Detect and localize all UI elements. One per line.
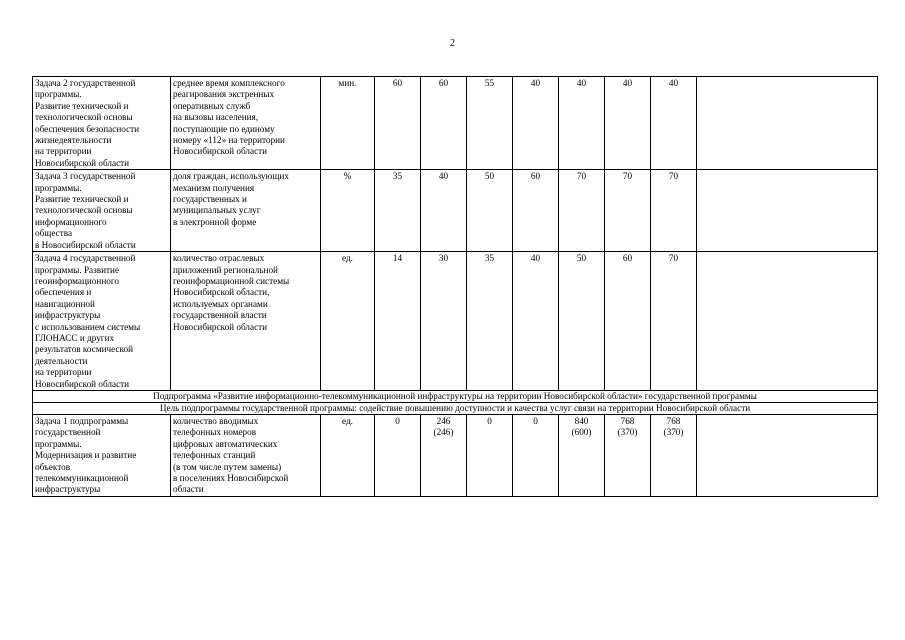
value-cell: 70 — [651, 252, 697, 391]
value-cell: 35 — [467, 252, 513, 391]
indicator-cell: количество отраслевых приложений региональной геоинформационной системы Новосибирской области, используемых органами государственной власти Новосибирской области — [171, 252, 321, 391]
value-cell: 50 — [467, 170, 513, 252]
value-cell: 60 — [513, 170, 559, 252]
value-cell: 60 — [421, 77, 467, 170]
table-row — [33, 414, 878, 496]
indicator-cell: среднее время комплексного реагирования экстренных оперативных служб на вызовы населения, поступающие по единому номеру «112» на территории Новосибирской области — [171, 77, 321, 170]
value-cell: 30 — [421, 252, 467, 391]
value-cell: 40 — [651, 77, 697, 170]
value-cell: 40 — [513, 77, 559, 170]
task-cell: Задача 1 подпрограммы государственной программы. Модернизация и развитие объектов телекоммуникационной инфраструктуры — [33, 414, 171, 496]
value-cell: 70 — [651, 170, 697, 252]
indicators-table — [32, 76, 878, 497]
value-cell: 50 — [559, 252, 605, 391]
note-cell — [697, 170, 878, 252]
value-cell: 40 — [421, 170, 467, 252]
value-cell: 0 — [467, 414, 513, 496]
task-cell: Задача 2 государственной программы. Развитие технической и технологической основы обеспечения безопасности жизнедеятельности на территории Новосибирской области — [33, 77, 171, 170]
value-cell: 60 — [375, 77, 421, 170]
value-cell: 0 — [513, 414, 559, 496]
value-cell: 0 — [375, 414, 421, 496]
value-cell: 40 — [559, 77, 605, 170]
task-cell: Задача 3 государственной программы. Развитие технической и технологической основы информационного общества в Новосибирской области — [33, 170, 171, 252]
page-number: 2 — [450, 38, 455, 49]
table-row — [33, 77, 878, 170]
value-cell: 70 — [559, 170, 605, 252]
value-cell: 55 — [467, 77, 513, 170]
value-cell: 40 — [605, 77, 651, 170]
value-cell: 14 — [375, 252, 421, 391]
subprogram-title: Подпрограмма «Развитие информационно-телекоммуникационной инфраструктуры на территории Новосибирской области» государственной программы — [33, 390, 878, 402]
value-cell: 40 — [513, 252, 559, 391]
note-cell — [697, 414, 878, 496]
task-cell: Задача 4 государственной программы. Развитие геоинформационного обеспечения и навигационной инфраструктуры с использованием системы ГЛОНАСС и других результатов космической деятельности на территории Новосибирской области — [33, 252, 171, 391]
unit-cell: ед. — [321, 414, 375, 496]
value-cell: 60 — [605, 252, 651, 391]
note-cell — [697, 252, 878, 391]
unit-cell: мин. — [321, 77, 375, 170]
subprogram-goal-row — [33, 402, 878, 414]
value-cell: 840 (600) — [559, 414, 605, 496]
subprogram-goal: Цель подпрограммы государственной программы: содействие повышению доступности и качества услуг связи на территории Новосибирской области — [33, 402, 878, 414]
table-row — [33, 170, 878, 252]
indicator-cell: доля граждан, использующих механизм получения государственных и муниципальных услуг в электронной форме — [171, 170, 321, 252]
unit-cell: ед. — [321, 252, 375, 391]
value-cell: 246 (246) — [421, 414, 467, 496]
value-cell: 768 (370) — [651, 414, 697, 496]
value-cell: 35 — [375, 170, 421, 252]
value-cell: 70 — [605, 170, 651, 252]
indicator-cell: количество вводимых телефонных номеров цифровых автоматических телефонных станций (в том числе путем замены) в поселениях Новосибирской области — [171, 414, 321, 496]
value-cell: 768 (370) — [605, 414, 651, 496]
table-row — [33, 252, 878, 391]
unit-cell: % — [321, 170, 375, 252]
note-cell — [697, 77, 878, 170]
subprogram-title-row — [33, 390, 878, 402]
